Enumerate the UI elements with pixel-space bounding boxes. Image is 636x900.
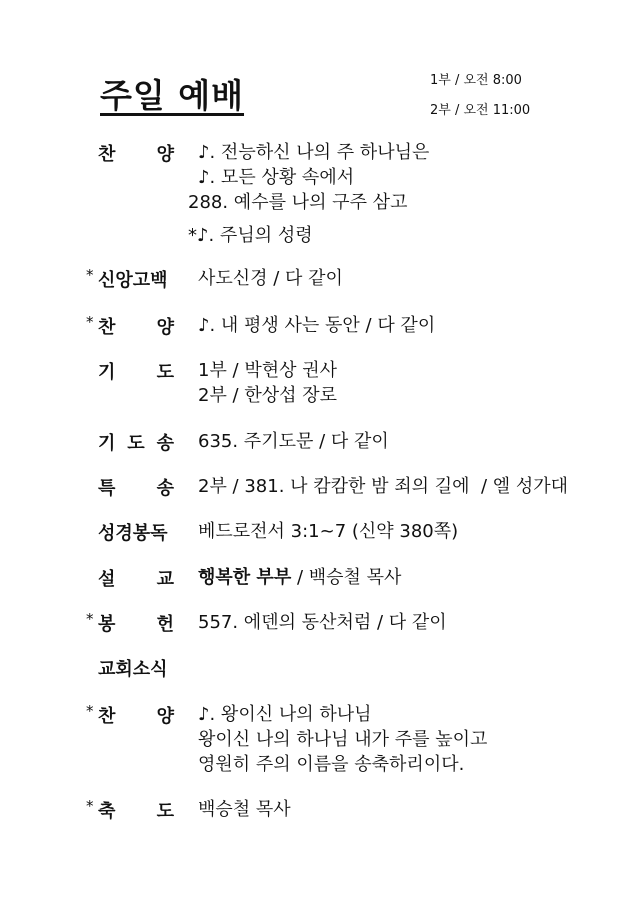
- item-content: 사도신경 / 다 같이: [198, 268, 343, 289]
- hymn-line: ♪. 모든 상황 속에서: [198, 167, 355, 188]
- standing-mark: *: [86, 610, 94, 628]
- item-label: 교회소식: [98, 659, 168, 680]
- item-content: ♪. 내 평생 사는 동안 / 다 같이: [198, 315, 436, 336]
- item-label: 찬 양: [98, 317, 174, 338]
- item-content: 2부 / 381. 나 캄캄한 밤 죄의 길에 / 엘 성가대: [198, 476, 569, 497]
- standing-mark: *: [86, 313, 94, 331]
- item-label: 성경봉독: [98, 523, 168, 544]
- hymn-line: ♪. 왕이신 나의 하나님: [198, 704, 372, 725]
- item-label: 찬 양: [98, 706, 174, 727]
- service-time-1: 1부 / 오전 8:00: [430, 73, 522, 88]
- item-content: [198, 358, 337, 408]
- item-label: 축 도: [98, 801, 174, 822]
- item-content: 635. 주기도문 / 다 같이: [198, 431, 389, 452]
- sermon-title: 행복한 부부: [198, 567, 292, 588]
- hymn-line: 영원히 주의 이름을 송축하리이다.: [198, 754, 465, 775]
- item-label: 특 송: [98, 478, 174, 499]
- service-times: [430, 66, 530, 126]
- prayer-line: 1부 / 박현상 권사: [198, 360, 338, 381]
- hymn-line: *♪. 주님의 성령: [188, 225, 313, 246]
- standing-mark: *: [86, 702, 94, 720]
- item-content: [198, 565, 401, 590]
- standing-mark: *: [86, 797, 94, 815]
- prayer-line: 2부 / 한상섭 장로: [198, 385, 338, 406]
- item-label: 봉 헌: [98, 614, 174, 635]
- hymn-line: ♪. 전능하신 나의 주 하나님은: [198, 142, 430, 163]
- item-label: 기 도: [98, 362, 174, 383]
- hymn-line: 왕이신 나의 하나님 내가 주를 높이고: [198, 729, 488, 750]
- page-title: 주일 예배: [100, 76, 245, 115]
- sermon-preacher: / 백승철 목사: [291, 567, 402, 588]
- hymn-line: 288. 예수를 나의 구주 삼고: [188, 192, 408, 213]
- item-content: 백승철 목사: [198, 799, 291, 820]
- item-label: 찬 양: [98, 144, 174, 165]
- item-label: 설 교: [98, 569, 174, 590]
- item-label: 신앙고백: [98, 270, 168, 291]
- item-label: 기 도 송: [98, 433, 174, 454]
- standing-mark: *: [86, 266, 94, 284]
- item-content: 557. 에덴의 동산처럼 / 다 같이: [198, 612, 447, 633]
- item-content: 베드로전서 3:1~7 (신약 380쪽): [198, 521, 459, 542]
- item-content: [188, 140, 430, 248]
- service-time-2: 2부 / 오전 11:00: [430, 103, 531, 118]
- item-content: [198, 702, 487, 777]
